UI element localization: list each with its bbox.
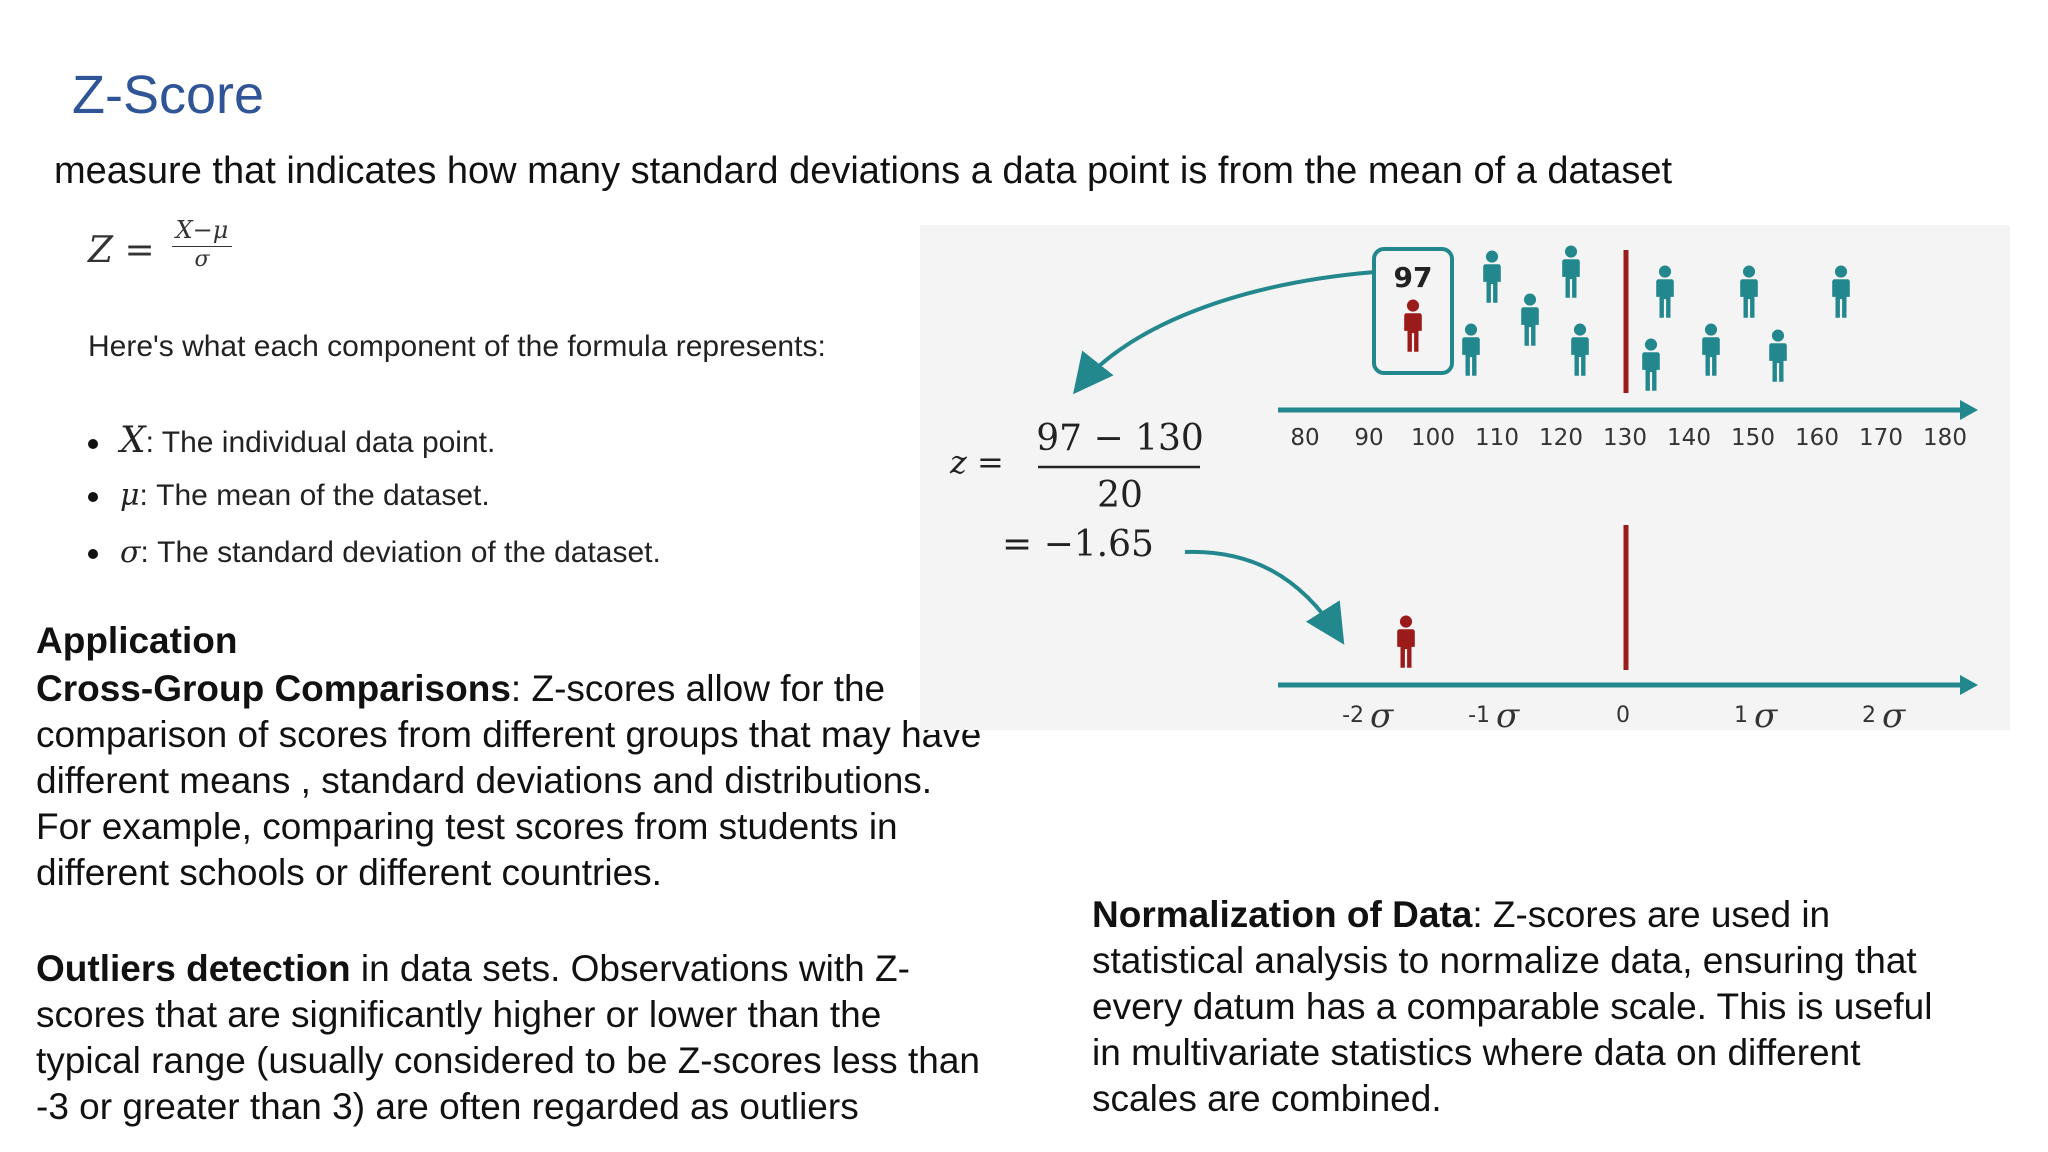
component-description: : The individual data point. (145, 426, 496, 459)
paragraph-line: statistical analysis to normalize data, ensuring that (1092, 940, 1917, 981)
paragraph-text: : Z-scores are used in (1472, 894, 1831, 935)
person-icon (1702, 324, 1720, 376)
formula-numerator: X−μ (172, 216, 232, 247)
person-icon (1404, 300, 1422, 352)
bottom-axis-tick-number: 0 (1616, 703, 1630, 728)
components-intro: Here's what each component of the formula represents: (88, 330, 826, 363)
top-axis-tick-label: 80 (1290, 425, 1320, 451)
top-axis-arrowhead (1960, 400, 1978, 420)
normalization-label: Normalization of Data (1092, 894, 1473, 935)
top-axis-tick-label: 100 (1411, 425, 1455, 451)
paragraph-line: -3 or greater than 3) are often regarded as outliers (36, 1086, 859, 1127)
person-icon (1397, 616, 1415, 668)
bottom-axis-arrowhead (1960, 675, 1978, 695)
bullet-dot (88, 439, 98, 449)
calc-prefix: z = (950, 443, 1004, 481)
paragraph-line: in multivariate statistics where data on different (1092, 1032, 1861, 1073)
top-axis-tick-label: 160 (1795, 425, 1839, 451)
bottom-axis-tick-number: -1 (1468, 703, 1490, 728)
z-calculation (949, 418, 1204, 565)
paragraph-line: scores that are significantly higher or lower than the (36, 994, 882, 1035)
cross-group-paragraph (36, 666, 981, 896)
person-icon (1562, 246, 1580, 298)
formula-lhs: Z = (88, 230, 155, 271)
population-icons (1462, 246, 1850, 391)
person-icon (1642, 339, 1660, 391)
person-icon (1740, 266, 1758, 318)
symbol-x: X (120, 420, 146, 461)
person-icon (1769, 330, 1787, 382)
bullet-dot (88, 549, 98, 559)
person-icon (1656, 266, 1674, 318)
top-axis-tick-label: 90 (1354, 425, 1384, 451)
bottom-axis-tick-number: 1 (1734, 703, 1748, 728)
paragraph-line: typical range (usually considered to be Z-scores less than (36, 1040, 980, 1081)
application-heading: Application (36, 620, 238, 661)
bottom-axis-tick-number: -2 (1342, 703, 1364, 728)
paragraph-line: different schools or different countries. (36, 852, 662, 893)
cross-group-label: Cross-Group Comparisons (36, 668, 511, 709)
paragraph-line: different means , standard deviations and distributions. (36, 760, 933, 801)
component-item-x (88, 420, 495, 461)
top-axis-ticks (1290, 425, 1967, 451)
formula-denominator: σ (194, 247, 210, 272)
calc-denominator: 20 (1097, 475, 1143, 516)
bottom-axis-ticks (1342, 696, 1906, 730)
highlight-value: 97 (1393, 261, 1433, 294)
definition-text: measure that indicates how many standard deviations a data point is from the mean of a dataset (54, 150, 1673, 192)
bullet-dot (88, 492, 98, 502)
symbol-sigma: σ (120, 535, 141, 570)
paragraph-line (36, 666, 981, 712)
paragraph-line (36, 946, 980, 992)
sigma-symbol: σ (1754, 696, 1778, 730)
z-score-diagram (920, 225, 2010, 730)
formula-fraction (172, 216, 232, 272)
person-icon (1571, 324, 1589, 376)
top-axis-tick-label: 180 (1923, 425, 1967, 451)
sigma-symbol: σ (1882, 696, 1906, 730)
component-item-sigma (88, 535, 661, 570)
outliers-paragraph (36, 946, 980, 1130)
top-axis-tick-label: 110 (1475, 425, 1519, 451)
sigma-symbol: σ (1496, 696, 1520, 730)
paragraph-line: For example, comparing test scores from students in (36, 806, 898, 847)
paragraph-text: in data sets. Observations with Z- (350, 948, 910, 989)
paragraph-line: scales are combined. (1092, 1078, 1442, 1119)
paragraph-line: comparison of scores from different groups that may have (36, 714, 982, 755)
person-icon (1483, 251, 1501, 303)
sigma-symbol: σ (1370, 696, 1394, 730)
symbol-mu: μ (120, 478, 140, 513)
top-axis-tick-label: 120 (1539, 425, 1583, 451)
normalization-paragraph (1092, 892, 1932, 1122)
top-axis-tick-label: 140 (1667, 425, 1711, 451)
arrow-to-standardized (1185, 552, 1340, 638)
arrow-to-calculation (1078, 272, 1375, 388)
paragraph-line (1092, 892, 1932, 938)
outliers-label: Outliers detection (36, 948, 351, 989)
slide-title: Z-Score (72, 65, 265, 125)
paragraph-text: : Z-scores allow for the (510, 668, 886, 709)
calc-result: = −1.65 (1002, 524, 1154, 565)
component-item-mu (88, 478, 490, 513)
component-description: : The mean of the dataset. (139, 479, 490, 512)
person-icon (1462, 324, 1480, 376)
top-axis-tick-label: 170 (1859, 425, 1903, 451)
top-axis-tick-label: 130 (1603, 425, 1647, 451)
person-icon (1832, 266, 1850, 318)
paragraph-line: every datum has a comparable scale. This is useful (1092, 986, 1933, 1027)
person-icon (1521, 294, 1539, 346)
top-axis-tick-label: 150 (1731, 425, 1775, 451)
calc-numerator: 97 − 130 (1036, 418, 1204, 459)
component-description: : The standard deviation of the dataset. (140, 536, 661, 569)
bottom-axis-tick-number: 2 (1862, 703, 1876, 728)
